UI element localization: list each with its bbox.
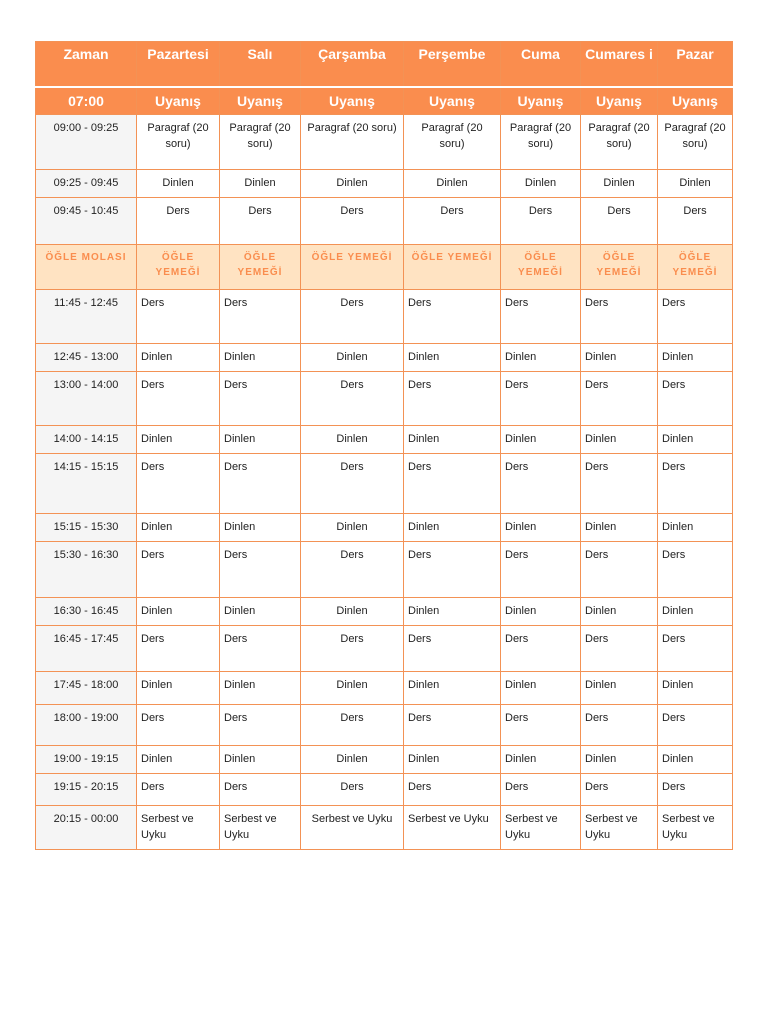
activity-cell: Serbest ve Uyku <box>301 806 404 850</box>
activity-cell: Dinlen <box>658 514 733 542</box>
activity-cell: Ders <box>301 774 404 806</box>
activity-cell: Ders <box>581 372 658 426</box>
wake-cell: Uyanış <box>658 87 733 115</box>
activity-cell: Ders <box>658 290 733 344</box>
activity-cell: Dinlen <box>581 598 658 626</box>
activity-cell: Paragraf (20 soru) <box>501 115 581 170</box>
table-row <box>36 290 733 344</box>
wake-cell: Uyanış <box>581 87 658 115</box>
activity-cell: Paragraf (20 soru) <box>404 115 501 170</box>
activity-cell: Ders <box>581 705 658 746</box>
lunch-cell: ÖĞLE YEMEĞİ <box>501 245 581 290</box>
table-row <box>36 542 733 598</box>
activity-cell: Dinlen <box>581 672 658 705</box>
activity-cell: Ders <box>658 454 733 514</box>
wake-row <box>36 87 733 115</box>
activity-cell: Ders <box>404 290 501 344</box>
time-cell: 09:00 - 09:25 <box>36 115 137 170</box>
lunch-row <box>36 245 733 290</box>
activity-cell: Dinlen <box>220 170 301 198</box>
activity-cell: Dinlen <box>581 344 658 372</box>
activity-cell: Dinlen <box>404 514 501 542</box>
lunch-cell: ÖĞLE YEMEĞİ <box>658 245 733 290</box>
activity-cell: Dinlen <box>301 426 404 454</box>
schedule-body <box>36 42 733 850</box>
table-row <box>36 198 733 245</box>
activity-cell: Dinlen <box>501 514 581 542</box>
activity-cell: Dinlen <box>137 426 220 454</box>
activity-cell: Dinlen <box>581 170 658 198</box>
activity-cell: Dinlen <box>301 170 404 198</box>
time-cell: 16:30 - 16:45 <box>36 598 137 626</box>
activity-cell: Ders <box>501 626 581 672</box>
activity-cell: Ders <box>301 542 404 598</box>
time-cell: 15:30 - 16:30 <box>36 542 137 598</box>
activity-cell: Dinlen <box>301 672 404 705</box>
time-cell: 12:45 - 13:00 <box>36 344 137 372</box>
table-row <box>36 514 733 542</box>
activity-cell: Ders <box>137 774 220 806</box>
activity-cell: Dinlen <box>658 170 733 198</box>
header-day: Salı <box>220 42 301 87</box>
activity-cell: Ders <box>658 705 733 746</box>
activity-cell: Ders <box>137 705 220 746</box>
activity-cell: Dinlen <box>137 344 220 372</box>
activity-cell: Ders <box>658 542 733 598</box>
table-row <box>36 774 733 806</box>
table-row <box>36 672 733 705</box>
activity-cell: Ders <box>220 454 301 514</box>
activity-cell: Ders <box>501 542 581 598</box>
time-cell: 14:00 - 14:15 <box>36 426 137 454</box>
time-cell: 14:15 - 15:15 <box>36 454 137 514</box>
activity-cell: Ders <box>501 705 581 746</box>
activity-cell: Dinlen <box>501 170 581 198</box>
activity-cell: Dinlen <box>220 426 301 454</box>
time-cell: 09:25 - 09:45 <box>36 170 137 198</box>
activity-cell: Ders <box>301 454 404 514</box>
header-time: Zaman <box>36 42 137 87</box>
activity-cell: Ders <box>220 774 301 806</box>
activity-cell: Paragraf (20 soru) <box>220 115 301 170</box>
activity-cell: Dinlen <box>581 514 658 542</box>
activity-cell: Serbest ve Uyku <box>501 806 581 850</box>
activity-cell: Ders <box>501 290 581 344</box>
lunch-cell: ÖĞLE YEMEĞİ <box>581 245 658 290</box>
activity-cell: Dinlen <box>404 672 501 705</box>
activity-cell: Dinlen <box>581 746 658 774</box>
activity-cell: Ders <box>658 774 733 806</box>
activity-cell: Dinlen <box>301 746 404 774</box>
lunch-cell: ÖĞLE YEMEĞİ <box>301 245 404 290</box>
activity-cell: Ders <box>404 454 501 514</box>
activity-cell: Ders <box>501 198 581 245</box>
activity-cell: Ders <box>581 198 658 245</box>
activity-cell: Dinlen <box>137 170 220 198</box>
activity-cell: Dinlen <box>137 746 220 774</box>
activity-cell: Ders <box>658 372 733 426</box>
activity-cell: Ders <box>137 542 220 598</box>
activity-cell: Ders <box>404 372 501 426</box>
activity-cell: Ders <box>137 198 220 245</box>
activity-cell: Ders <box>404 542 501 598</box>
table-row <box>36 170 733 198</box>
lunch-cell: ÖĞLE YEMEĞİ <box>220 245 301 290</box>
table-row <box>36 705 733 746</box>
activity-cell: Paragraf (20 soru) <box>581 115 658 170</box>
lunch-cell: ÖĞLE YEMEĞİ <box>404 245 501 290</box>
activity-cell: Dinlen <box>501 672 581 705</box>
activity-cell: Paragraf (20 soru) <box>658 115 733 170</box>
table-row <box>36 454 733 514</box>
time-cell: 09:45 - 10:45 <box>36 198 137 245</box>
time-cell: 19:15 - 20:15 <box>36 774 137 806</box>
activity-cell: Ders <box>581 774 658 806</box>
activity-cell: Ders <box>301 705 404 746</box>
time-cell: 16:45 - 17:45 <box>36 626 137 672</box>
wake-cell: Uyanış <box>220 87 301 115</box>
activity-cell: Dinlen <box>658 426 733 454</box>
activity-cell: Dinlen <box>404 426 501 454</box>
activity-cell: Dinlen <box>404 344 501 372</box>
activity-cell: Serbest ve Uyku <box>137 806 220 850</box>
table-row <box>36 806 733 850</box>
activity-cell: Dinlen <box>137 598 220 626</box>
activity-cell: Ders <box>220 542 301 598</box>
activity-cell: Ders <box>581 454 658 514</box>
activity-cell: Serbest ve Uyku <box>658 806 733 850</box>
time-cell: 17:45 - 18:00 <box>36 672 137 705</box>
activity-cell: Ders <box>501 774 581 806</box>
activity-cell: Ders <box>220 705 301 746</box>
header-day: Perşembe <box>404 42 501 87</box>
table-row <box>36 372 733 426</box>
activity-cell: Ders <box>658 198 733 245</box>
activity-cell: Paragraf (20 soru) <box>301 115 404 170</box>
time-cell: 13:00 - 14:00 <box>36 372 137 426</box>
table-row <box>36 598 733 626</box>
activity-cell: Ders <box>220 372 301 426</box>
table-row <box>36 115 733 170</box>
header-day: Pazar <box>658 42 733 87</box>
activity-cell: Dinlen <box>301 344 404 372</box>
table-row <box>36 344 733 372</box>
activity-cell: Dinlen <box>404 170 501 198</box>
table-row <box>36 746 733 774</box>
activity-cell: Paragraf (20 soru) <box>137 115 220 170</box>
activity-cell: Dinlen <box>220 514 301 542</box>
activity-cell: Ders <box>220 198 301 245</box>
activity-cell: Dinlen <box>137 672 220 705</box>
activity-cell: Ders <box>301 372 404 426</box>
activity-cell: Dinlen <box>137 514 220 542</box>
header-day: Pazartesi <box>137 42 220 87</box>
activity-cell: Ders <box>137 626 220 672</box>
header-day: Cuma <box>501 42 581 87</box>
activity-cell: Dinlen <box>658 672 733 705</box>
time-cell: 15:15 - 15:30 <box>36 514 137 542</box>
activity-cell: Serbest ve Uyku <box>581 806 658 850</box>
time-cell: 19:00 - 19:15 <box>36 746 137 774</box>
activity-cell: Ders <box>301 290 404 344</box>
activity-cell: Dinlen <box>301 514 404 542</box>
activity-cell: Dinlen <box>501 344 581 372</box>
activity-cell: Dinlen <box>220 598 301 626</box>
activity-cell: Dinlen <box>501 426 581 454</box>
wake-cell: Uyanış <box>501 87 581 115</box>
weekly-schedule-table <box>35 41 733 850</box>
activity-cell: Ders <box>581 542 658 598</box>
activity-cell: Dinlen <box>501 598 581 626</box>
header-day: Cumares i <box>581 42 658 87</box>
lunch-label: ÖĞLE MOLASI <box>36 245 137 290</box>
activity-cell: Ders <box>501 372 581 426</box>
wake-cell: Uyanış <box>137 87 220 115</box>
activity-cell: Serbest ve Uyku <box>220 806 301 850</box>
activity-cell: Ders <box>404 774 501 806</box>
activity-cell: Dinlen <box>220 746 301 774</box>
activity-cell: Ders <box>220 626 301 672</box>
activity-cell: Ders <box>137 372 220 426</box>
activity-cell: Ders <box>301 626 404 672</box>
activity-cell: Ders <box>581 626 658 672</box>
time-cell: 18:00 - 19:00 <box>36 705 137 746</box>
activity-cell: Dinlen <box>658 746 733 774</box>
activity-cell: Ders <box>658 626 733 672</box>
wake-cell: Uyanış <box>404 87 501 115</box>
header-day: Çarşamba <box>301 42 404 87</box>
time-cell: 20:15 - 00:00 <box>36 806 137 850</box>
wake-time: 07:00 <box>36 87 137 115</box>
header-row <box>36 42 733 87</box>
activity-cell: Dinlen <box>581 426 658 454</box>
activity-cell: Dinlen <box>501 746 581 774</box>
wake-cell: Uyanış <box>301 87 404 115</box>
activity-cell: Dinlen <box>404 746 501 774</box>
activity-cell: Dinlen <box>658 598 733 626</box>
activity-cell: Dinlen <box>220 344 301 372</box>
lunch-cell: ÖĞLE YEMEĞİ <box>137 245 220 290</box>
activity-cell: Ders <box>501 454 581 514</box>
activity-cell: Dinlen <box>301 598 404 626</box>
activity-cell: Ders <box>404 626 501 672</box>
activity-cell: Serbest ve Uyku <box>404 806 501 850</box>
activity-cell: Ders <box>220 290 301 344</box>
activity-cell: Dinlen <box>658 344 733 372</box>
activity-cell: Dinlen <box>220 672 301 705</box>
table-row <box>36 626 733 672</box>
activity-cell: Ders <box>137 290 220 344</box>
activity-cell: Ders <box>581 290 658 344</box>
activity-cell: Ders <box>301 198 404 245</box>
activity-cell: Ders <box>137 454 220 514</box>
activity-cell: Ders <box>404 705 501 746</box>
time-cell: 11:45 - 12:45 <box>36 290 137 344</box>
table-row <box>36 426 733 454</box>
activity-cell: Ders <box>404 198 501 245</box>
activity-cell: Dinlen <box>404 598 501 626</box>
